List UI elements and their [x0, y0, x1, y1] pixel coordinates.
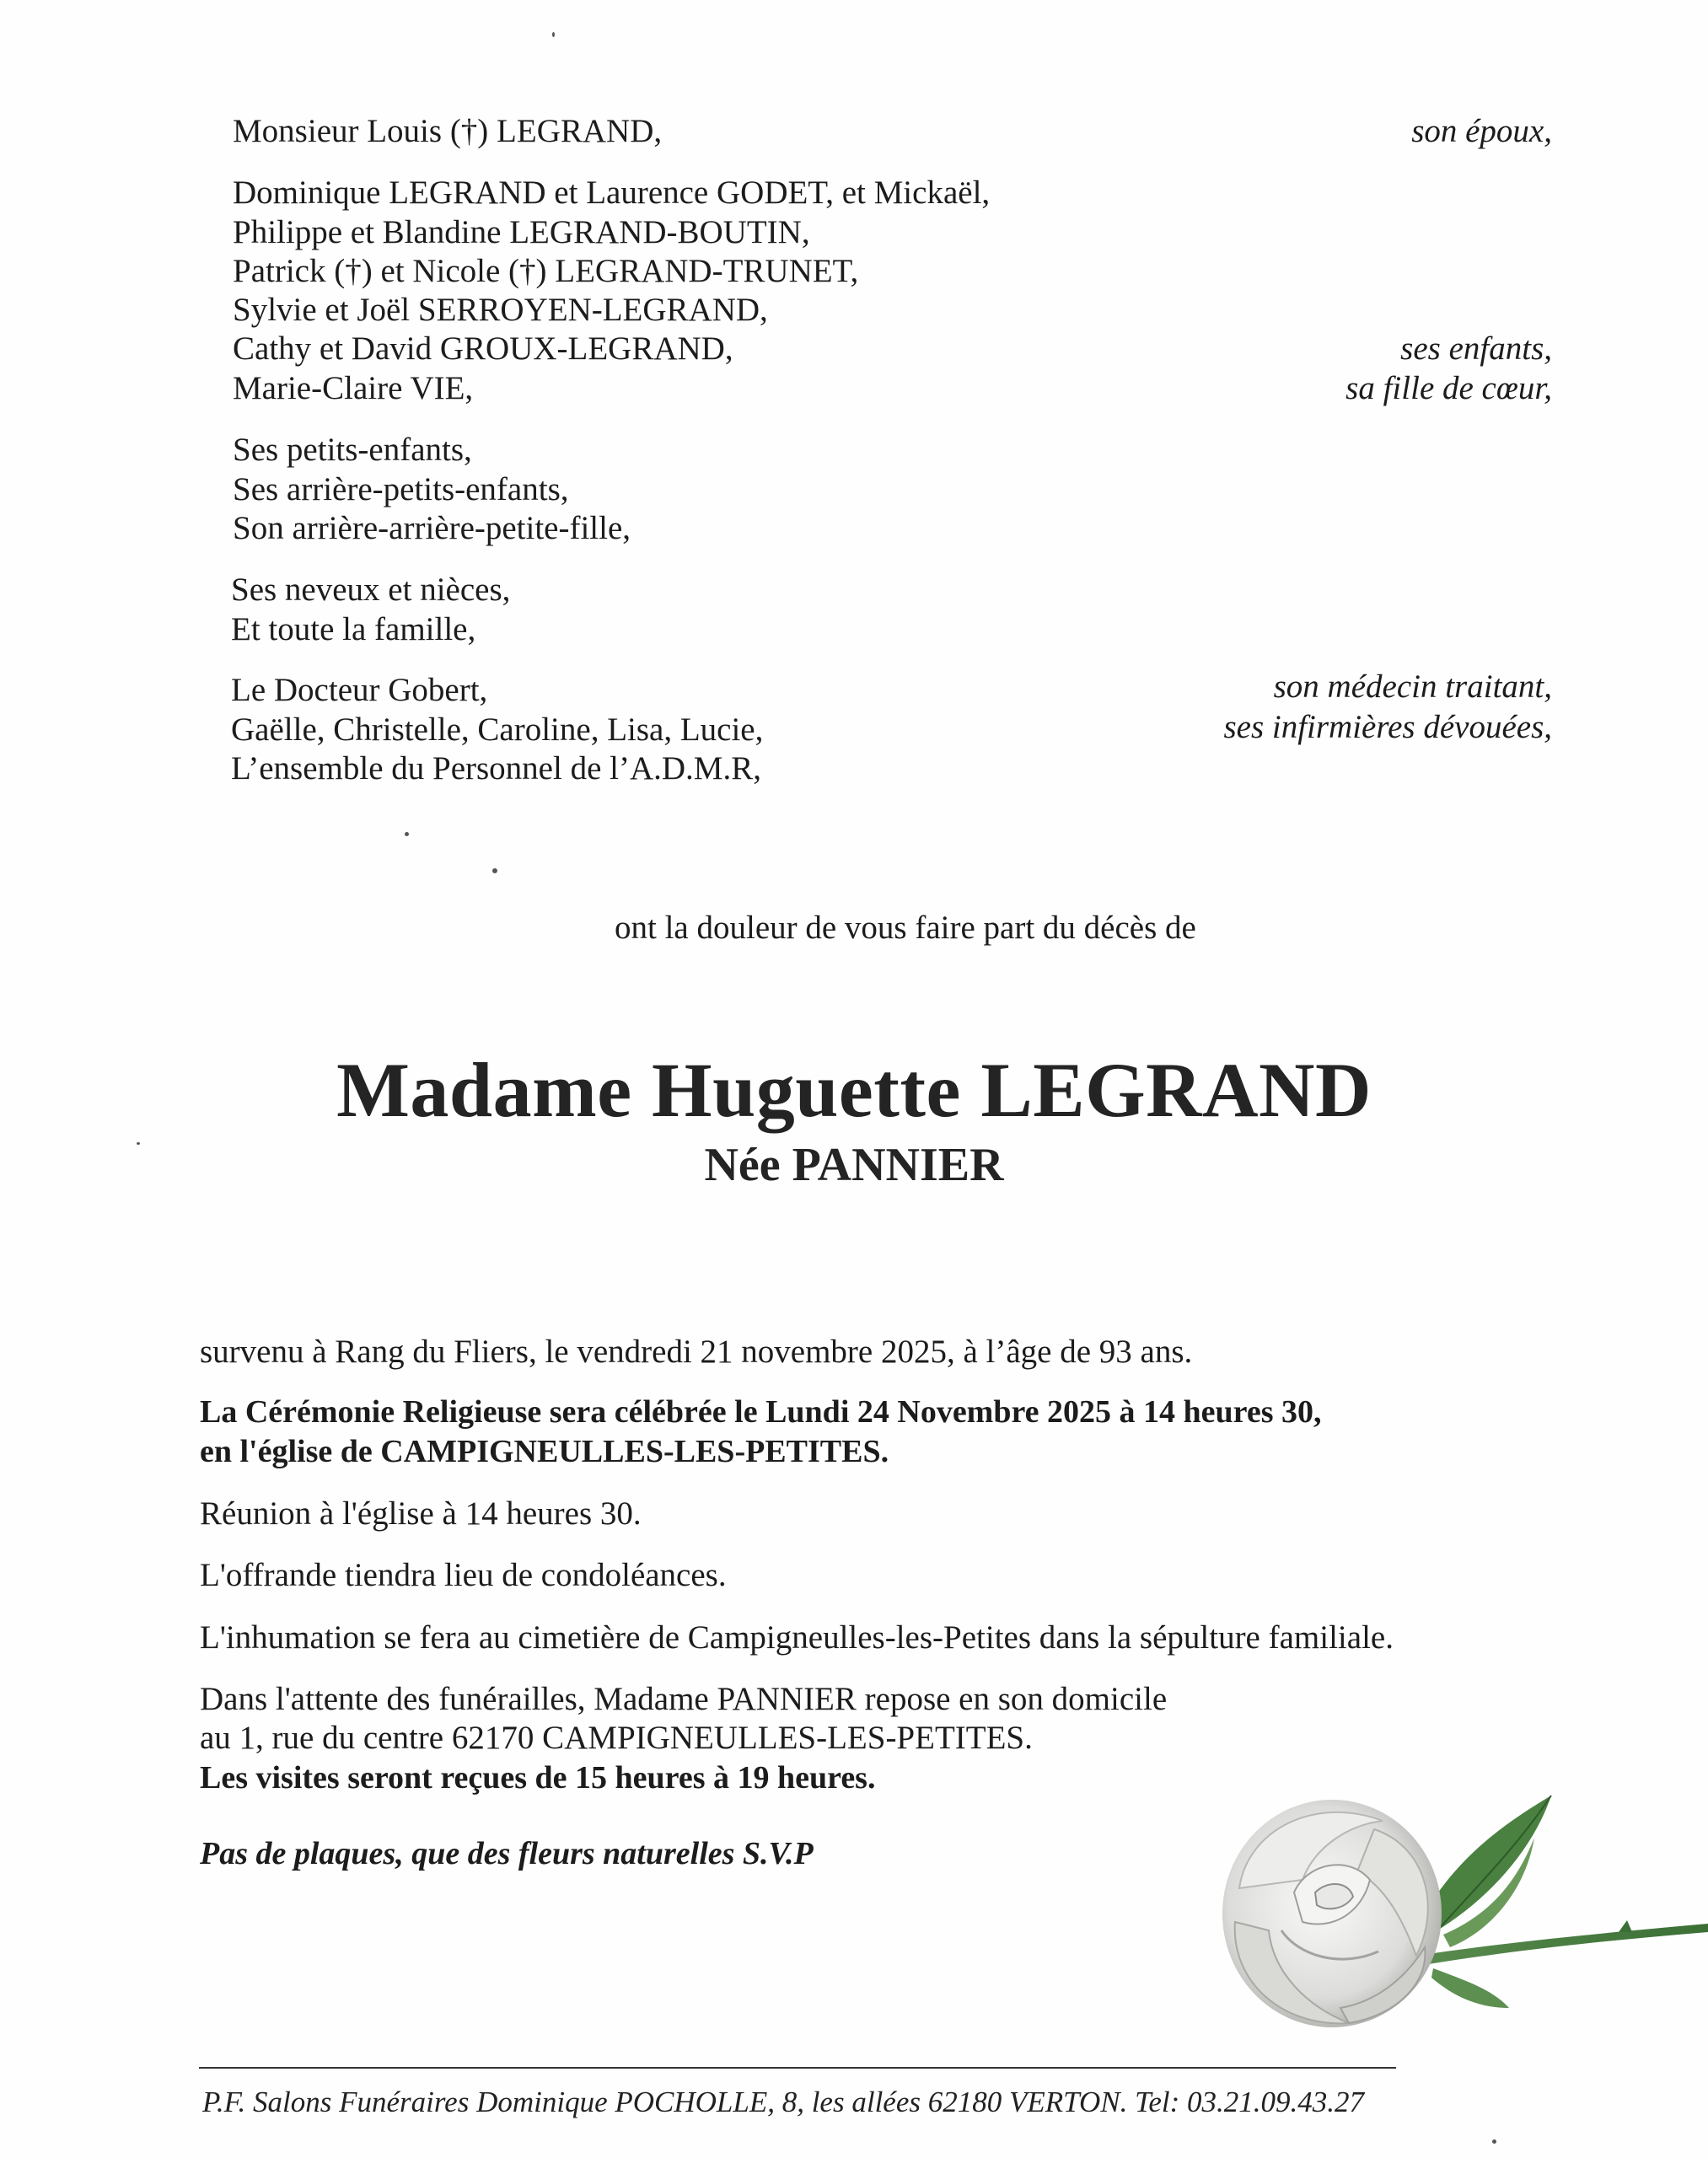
husband-line: Monsieur Louis (†) LEGRAND, — [233, 113, 663, 149]
scan-speck — [552, 32, 555, 37]
nurses-role: ses infirmières dévouées, — [1223, 709, 1552, 745]
scan-speck — [492, 868, 497, 873]
death-details: survenu à Rang du Fliers, le vendredi 21 novembre 2025, à l’âge de 93 ans. — [200, 1334, 1193, 1370]
grandchildren-line: Ses arrière-petits-enfants, — [233, 471, 569, 507]
maiden-name: Née PANNIER — [704, 1139, 1004, 1191]
footer-rule — [199, 2067, 1396, 2069]
child-line: Sylvie et Joël SERROYEN-LEGRAND, — [233, 292, 768, 328]
extended-family-line: Et toute la famille, — [231, 611, 476, 647]
child-line: Marie-Claire VIE, — [233, 370, 474, 406]
meeting-line: Réunion à l'église à 14 heures 30. — [200, 1495, 642, 1532]
scan-speck — [405, 832, 409, 836]
deceased-name: Madame Huguette LEGRAND — [336, 1047, 1372, 1133]
children-role: ses enfants, — [1400, 330, 1552, 367]
caregiver-line: L’ensemble du Personnel de l’A.D.M.R, — [231, 750, 761, 786]
caregiver-line: Le Docteur Gobert, — [231, 672, 488, 708]
doctor-role: son médecin traitant, — [1273, 668, 1552, 705]
grandchildren-line: Ses petits-enfants, — [233, 432, 472, 468]
offering-line: L'offrande tiendra lieu de condoléances. — [200, 1557, 727, 1593]
daughter-of-heart-role: sa fille de cœur, — [1345, 370, 1552, 406]
grandchildren-line: Son arrière-arrière-petite-fille, — [233, 510, 631, 546]
rest-line: au 1, rue du centre 62170 CAMPIGNEULLES-LES-PETITES. — [200, 1720, 1033, 1756]
rest-line: Dans l'attente des funérailles, Madame PANNIER repose en son domicile — [200, 1681, 1168, 1717]
burial-line: L'inhumation se fera au cimetière de Campigneulles-les-Petites dans la sépulture familiale. — [200, 1619, 1394, 1656]
extended-family-line: Ses neveux et nièces, — [231, 572, 511, 608]
ceremony-line: La Cérémonie Religieuse sera célébrée le Lundi 24 Novembre 2025 à 14 heures 30, — [200, 1394, 1322, 1430]
flowers-line: Pas de plaques, que des fleurs naturelles S.V.P — [200, 1836, 814, 1871]
white-rose-icon — [1222, 1787, 1708, 2065]
scan-speck — [1492, 2139, 1496, 2144]
ceremony-line: en l'église de CAMPIGNEULLES-LES-PETITES. — [200, 1434, 889, 1469]
child-line: Cathy et David GROUX-LEGRAND, — [233, 330, 733, 367]
announcement-line: ont la douleur de vous faire part du décès de — [615, 910, 1196, 946]
caregiver-line: Gaëlle, Christelle, Caroline, Lisa, Lucie, — [231, 711, 764, 748]
child-line: Philippe et Blandine LEGRAND-BOUTIN, — [233, 214, 810, 250]
child-line: Patrick (†) et Nicole (†) LEGRAND-TRUNET, — [233, 253, 859, 289]
child-line: Dominique LEGRAND et Laurence GODET, et Mickaël, — [233, 174, 991, 211]
visits-line: Les visites seront reçues de 15 heures à 19 heures. — [200, 1760, 876, 1796]
husband-role: son époux, — [1411, 113, 1552, 149]
funeral-home-footer: P.F. Salons Funéraires Dominique POCHOLLE, 8, les allées 62180 VERTON. Tel: 03.21.09.43.27 — [202, 2086, 1364, 2118]
